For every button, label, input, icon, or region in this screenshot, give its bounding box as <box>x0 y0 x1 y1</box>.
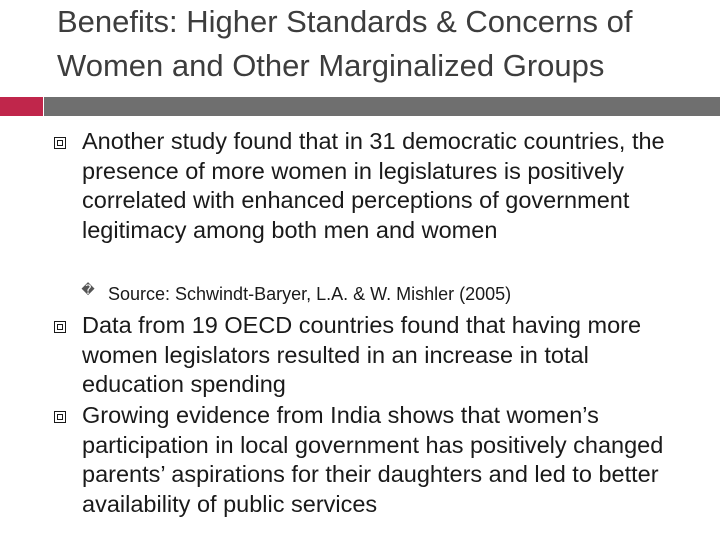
bullet-text-2: Data from 19 OECD countries found that having more women legislators resulted in an increase in total education spending <box>82 312 642 397</box>
title-accent-bar <box>0 97 43 116</box>
title-divider-bar <box>44 97 720 116</box>
hollow-square-bullet-icon <box>54 137 66 149</box>
source-citation: Source: Schwindt-Baryer, L.A. & W. Mishler (2005) <box>108 284 512 304</box>
bullet-text-1: Another study found that in 31 democratic countries, the presence of more women in legislatures is positively correlated with enhanced perceptions of government legitimacy among both men and women <box>82 128 665 243</box>
hollow-square-bullet-icon <box>54 411 66 423</box>
sub-bullet-marker-icon: � <box>81 283 95 298</box>
bullet-text-3: Growing evidence from India shows that women’s participation in local government has positively changed parents’ aspirations for their daughters and led to better availability of public services <box>82 402 664 517</box>
slide-title: Benefits: Higher Standards & Concerns of Women and Other Marginalized Groups <box>57 4 633 83</box>
hollow-square-bullet-icon <box>54 321 66 333</box>
